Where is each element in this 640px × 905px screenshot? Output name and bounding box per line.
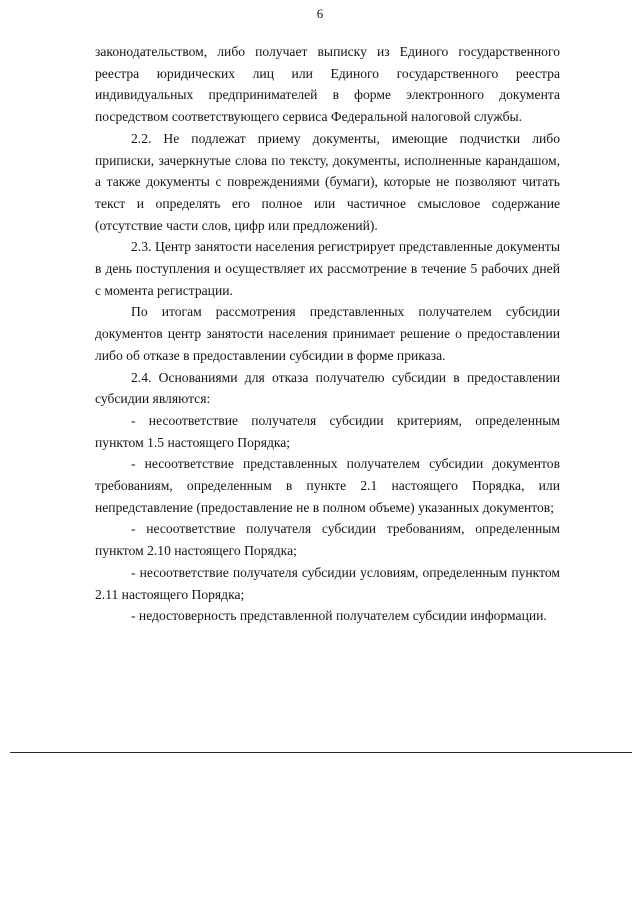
list-item-criteria: - несоответствие получателя субсидии критериям, определенным пунктом 1.5 настоящего Порядка; xyxy=(95,412,560,450)
paragraph-2-3: 2.3. Центр занятости населения регистрирует представленные документы в день поступления и осуществляет их рассмотрение в течение 5 рабочих дней с момента регистрации. xyxy=(95,239,560,298)
list-item-requirements: - несоответствие получателя субсидии требованиям, определенным пунктом 2.10 настоящего Порядка; xyxy=(95,521,560,559)
list-item-documents: - несоответствие представленных получателем субсидии документов требованиям, определенным в пункте 2.1 настоящего Порядка, или непредставление (предоставление не в полном объеме) указанных документов; xyxy=(95,456,560,515)
paragraph-review-results: По итогам рассмотрения представленных получателем субсидии документов центр занятости населения принимает решение о предоставлении либо об отказе в предоставлении субсидии в форме приказа. xyxy=(95,304,560,363)
page-number: 6 xyxy=(316,6,324,21)
list-item-false-information: - недостоверность представленной получателем субсидии информации. xyxy=(131,608,547,624)
footer-divider xyxy=(10,752,632,753)
paragraph-2-4: 2.4. Основаниями для отказа получателю субсидии в предоставлении субсидии являются: xyxy=(95,369,560,407)
list-item-conditions: - несоответствие получателя субсидии условиям, определенным пунктом 2.11 настоящего Порядка; xyxy=(95,564,560,602)
paragraph-2-2: 2.2. Не подлежат приему документы, имеющие подчистки либо приписки, зачеркнутые слова по тексту, документы, исполненные карандашом, а также документы с повреждениями (бумаги), которые не позволяют читать текст и определять его полное или частичное смысловое содержание (отсутствие части слов, цифр или предложений). xyxy=(95,130,560,233)
paragraph-continuation: законодательством, либо получает выписку из Единого государственного реестра юридических лиц или Единого государственного реестра индивидуальных предпринимателей в форме электронного документа посредством соответствующего сервиса Федеральной налоговой службы. xyxy=(95,44,560,125)
document-body xyxy=(95,41,560,627)
